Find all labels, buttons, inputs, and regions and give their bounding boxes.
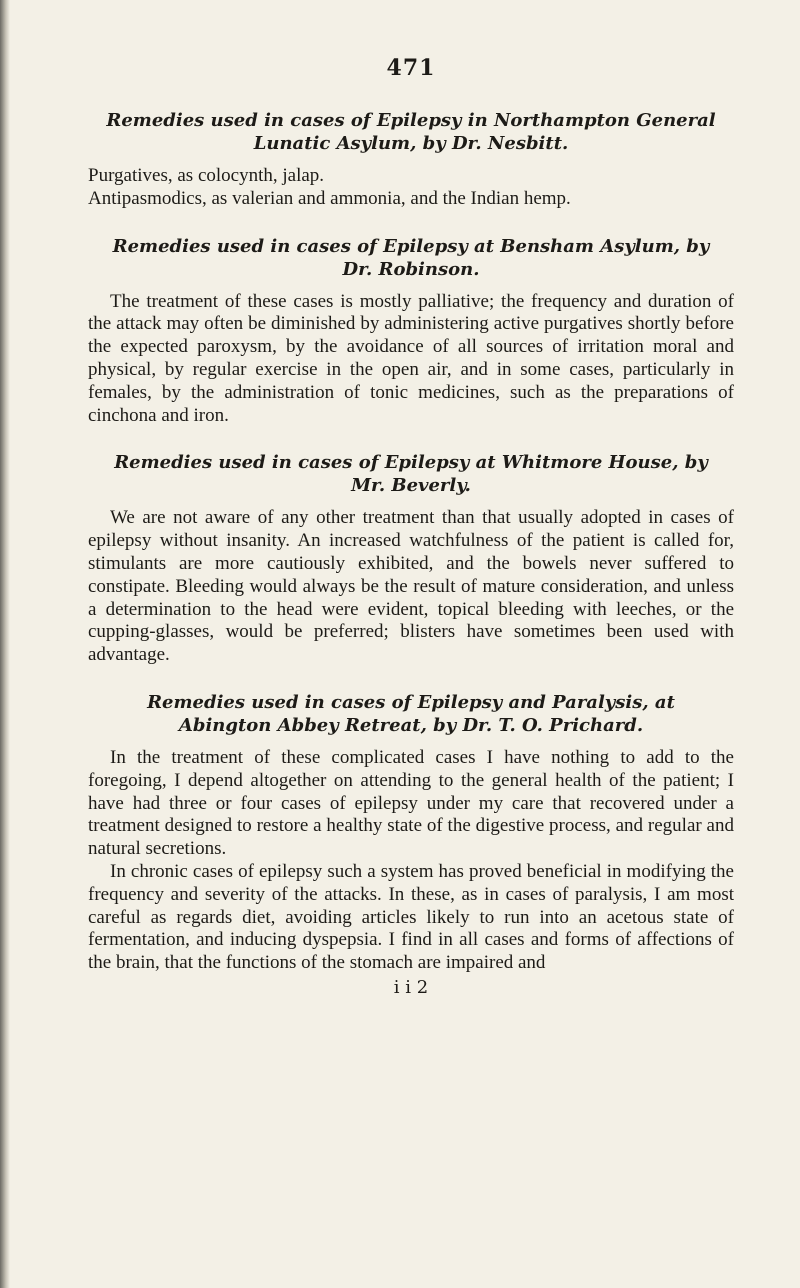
body-paragraph: In the treatment of these complicated cases I have nothing to add to the foregoing, I depend altogether on attending to the general health of the patient; I have had three or four cases of epilepsy under my care that recovered under a treatment designed to restore a healthy state of the digestive process, and regular and natural secretions. — [88, 746, 734, 860]
section-abington — [88, 691, 734, 975]
body-paragraph: In chronic cases of epilepsy such a system has proved beneficial in modifying the frequency and severity of the attacks. In these, as in cases of paralysis, I am most careful as regards diet, avoiding articles likely to run into an acetous state of fermentation, and inducing dyspepsia. I find in all cases and forms of affections of the brain, that the functions of the stomach are impaired and — [88, 860, 734, 974]
page-number: 471 — [386, 55, 436, 81]
section-gap — [88, 211, 734, 235]
book-binding-edge — [0, 0, 10, 1288]
book-page — [88, 55, 734, 998]
signature-mark: i i 2 — [393, 976, 429, 998]
section-heading: Remedies used in cases of Epilepsy at Whitmore House, by Mr. Beverly. — [114, 452, 708, 497]
remedy-line: Antipasmodics, as valerian and ammonia, and the Indian hemp. — [88, 187, 571, 209]
section-bensham — [88, 235, 734, 428]
section-gap — [88, 427, 734, 451]
section-gap — [88, 667, 734, 691]
section-whitmore — [88, 451, 734, 667]
body-paragraph: The treatment of these cases is mostly palliative; the frequency and duration of the attack may often be diminished by administering active purgatives shortly before the expected paroxysm, by the avoidance of all sources of irritation moral and physical, by regular exercise in the open air, and in some cases, particularly in females, by the administration of tonic medicines, such as the preparations of cinchona and iron. — [88, 290, 734, 426]
section-heading: Remedies used in cases of Epilepsy in Northampton General Lunatic Asylum, by Dr. Nesbitt. — [106, 110, 716, 154]
section-northampton — [88, 109, 734, 211]
section-heading: Remedies used in cases of Epilepsy at Bensham Asylum, by Dr. Robinson. — [112, 235, 710, 280]
body-paragraph: We are not aware of any other treatment than that usually adopted in cases of epilepsy without insanity. An increased watchfulness of the patient is called for, stimulants are more cautiously exhibited, and the bowels never suffered to constipate. Bleeding would always be the result of mature consideration, and unless a determination to the head were evident, topical bleeding with leeches, or the cupping-glasses, would be preferred; blisters have sometimes been used with advantage. — [88, 507, 734, 666]
section-heading: Remedies used in cases of Epilepsy and Paralysis, at Abington Abbey Retreat, by Dr. T. O. Prichard. — [147, 691, 675, 736]
remedy-line: Purgatives, as colocynth, jalap. — [88, 165, 325, 186]
